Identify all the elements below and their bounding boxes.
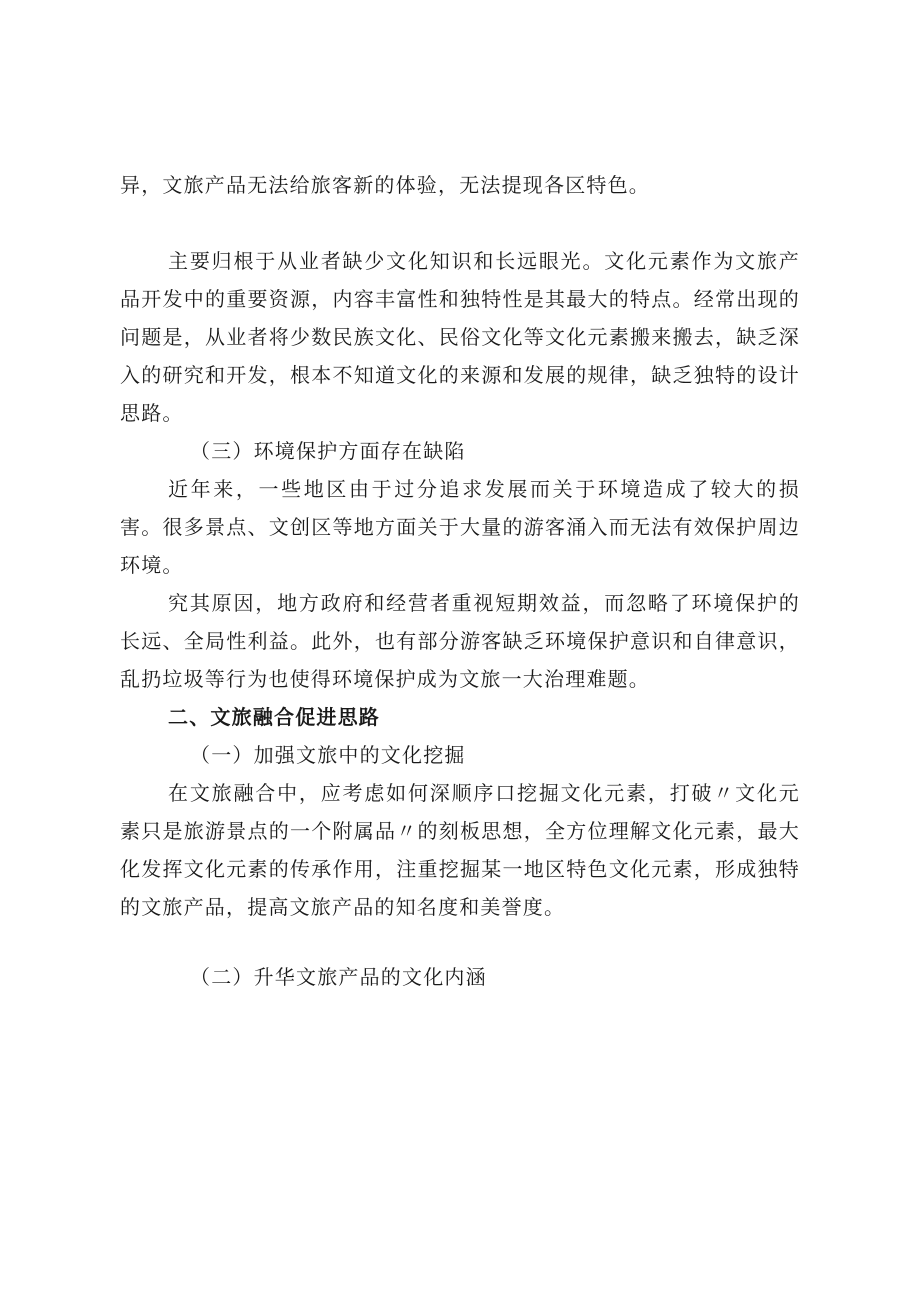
subheading-environment: （三）环境保护方面存在缺陷 bbox=[190, 439, 466, 463]
subheading-cultural-connotation: （二）升华文旅产品的文化内涵 bbox=[190, 965, 487, 989]
paragraph-cultural-mining: 在文旅融合中，应考虑如何深顺序口挖掘文化元素，打破〃文化元素只是旅游景点的一个附属品〃的刻板思想，全方位理解文化元素，最大化发挥文化元素的传承作用，注重挖掘某一地区特色文化元素，形成独特的文旅产品，提高文旅产品的知名度和美誉度。 bbox=[120, 781, 800, 919]
paragraph-continuation: 异，文旅产品无法给旅客新的体验，无法提现各区特色。 bbox=[120, 173, 650, 197]
subheading-cultural-mining: （一）加强文旅中的文化挖掘 bbox=[190, 743, 466, 767]
paragraph-cause-analysis: 主要归根于从业者缺少文化知识和长远眼光。文化元素作为文旅产品开发中的重要资源，内容丰富性和独特性是其最大的特点。经常出现的问题是，从业者将少数民族文化、民俗文化等文化元素搬来搬去，缺乏深入的研究和开发，根本不知道文化的来源和发展的规律，缺乏独特的设计思路。 bbox=[120, 249, 800, 425]
section-heading-promotion: 二、文旅融合促进思路 bbox=[168, 705, 380, 729]
paragraph-environment-damage: 近年来，一些地区由于过分追求发展而关于环境造成了较大的损害。很多景点、文创区等地方面关于大量的游客涌入而无法有效保护周边环境。 bbox=[120, 477, 800, 577]
paragraph-environment-cause: 究其原因，地方政府和经营者重视短期效益，而忽略了环境保护的长远、全局性利益。此外，也有部分游客缺乏环境保护意识和自律意识，乱扔垃圾等行为也使得环境保护成为文旅一大治理难题。 bbox=[120, 591, 800, 691]
document-body bbox=[120, 166, 800, 996]
